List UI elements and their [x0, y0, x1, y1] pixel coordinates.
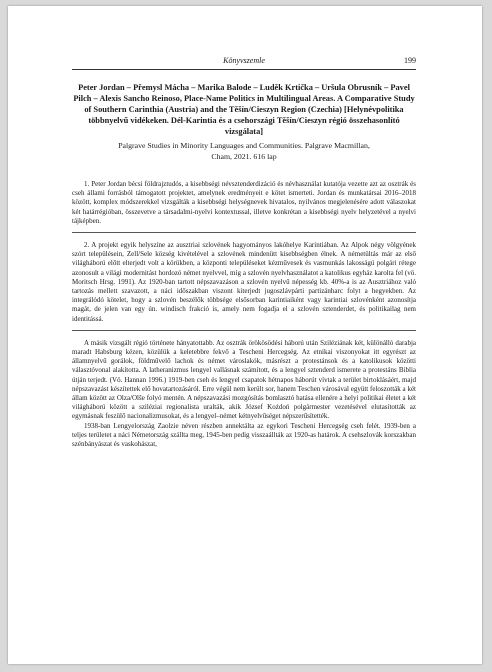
publication-info: [72, 141, 416, 162]
document-page: [8, 6, 482, 664]
publication-info-line-2: Cham, 2021. 616 lap: [211, 151, 277, 161]
paragraph-3: A másik vizsgált régió története hányatottabb. Az osztrák örökösödési háború után Sziléziának két, különálló darabja maradt Habsburg kézen, közülük a keletebbre fekvő a Tescheni Hercegség. Az etnikai viszonyokat itt egyrészt az államnyelvű gorálok, földművelő lachok és német városlakók, másrészt a protestánsok és a katolikusok közötti választóvonal alakította. A latheranizmus lengyel vallásnak számított, és a lengyel sztenderd ismerete a protestáns Biblia útján terjedt. (Vö. Hannan 1996.) 1919-ben cseh és lengyel csapatok hétnapos háborút vívtak a terület birtoklásáért, majd népszavazást készítettek elő hovatartozásáról. Erre végül nem került sor, hanem Teschen városával együtt feloszották a két állam között az Olza/Olše folyó mentén. A népszavazási mozgósítás bomlasztó hatása ellenére a helyi politikai életet a két világháború között a sziléziai regionalista uralták, akik József Kożdoń polgármester vezetésével elutasították az egymásnak feszülő nacionalizmusokat, és a lengyel–német kétnyelvűséget népszerűsítették.: [72, 338, 416, 421]
section-3: [72, 339, 416, 449]
section-divider-1: [72, 232, 416, 233]
running-head: [72, 56, 416, 68]
page-number: 199: [404, 56, 416, 65]
section-divider-2: [72, 330, 416, 331]
running-title: Könyvszemle: [223, 56, 265, 65]
page-content: [72, 82, 416, 449]
paragraph-4: 1938-ban Lengyelország Zaolzie néven részben annektálta az egykori Tescheni Hercegség cseh felét. 1939-ben a teljes területet a náci Németország szállta meg, 1945-ben pedig visszaállták az 1920-as határok. A csehszlovák korszakban szénbányászat és vaskohászat,: [72, 421, 416, 449]
section-2: [72, 241, 416, 324]
header-rule: [72, 69, 416, 70]
paragraph-1: 1. Peter Jordan bécsi földrajztudós, a kisebbségi névsztenderdizáció és névhasználat kutatója vezette azt az osztrák és cseh állami forrásból támogatott projektet, amelynek eredményeit e kötet ismerteti. Jordan és munkatársai 2016–2018 között, komplex módszerekkel vizsgálták a kisebbségi helységnevek hivatalos, nyilvános megjelenésére adott válaszokat két határrégióban, összevetve a társadalmi-nyelvi kontextussal, illetve konkrétan a kisebbségi nyelv helyzetével a nyelvi tájképben.: [72, 180, 416, 225]
section-1: [72, 180, 416, 226]
review-heading: Peter Jordan – Přemysl Mácha – Marika Balode – Luděk Krtička – Uršula Obrusník – Pavel Pilch – Alexis Sancho Reinoso, Place-Name Politics in Multilingual Areas. A Comparative Study of Southern Carinthia (Austria) and the Těšín/Cieszyn Region (Czechia) [Helynévpolitika többnyelvű vidékeken. Dél-Karintia és a csehországi Těšín/Cieszyn régió összehasonlító vizsgálata]: [73, 83, 415, 136]
publication-info-line-1: Palgrave Studies in Minority Languages and Communities. Palgrave Macmillan,: [118, 141, 370, 150]
paragraph-2: 2. A projekt egyik helyszíne az ausztriai szlovének hagyományos lakóhelye Karintiában. Az Alpok négy völgyének szórt településein, Zell/Sele község kivételével a szlovének mindenütt kisebbségben élnek. A németültás már az első világháború előtt elterjedt volt a körükben, a központi településeket kézművesek és vasmunkás lakosságú polgári rétege azonosult a világi modernitást hordozó német nyelvvel, míg a szlovén nyelvhasználatot a katolikus egyház karolta fel (vö. Moritsch Hrsg. 1991). Az 1920-ban tartott népszavazáson a szlovén nyelvű népesség kb. 40%-a is az Ausztriához való tartozás mellett szavazott, a náci időszakban viszont kiterjedt jugoszlávpárti partizánharc folyt a hegyekben. Az integrálódó kötelet, hogy a szlovén beszélők többsége elsősorban karintiaiként vagy karintiai szlovénként azonosítja magát, de jelen van egy ún. windisch frakció is, amely nem fogadja el a szlovén sztenderdet, és politikailag nem identitássá.: [72, 241, 416, 323]
